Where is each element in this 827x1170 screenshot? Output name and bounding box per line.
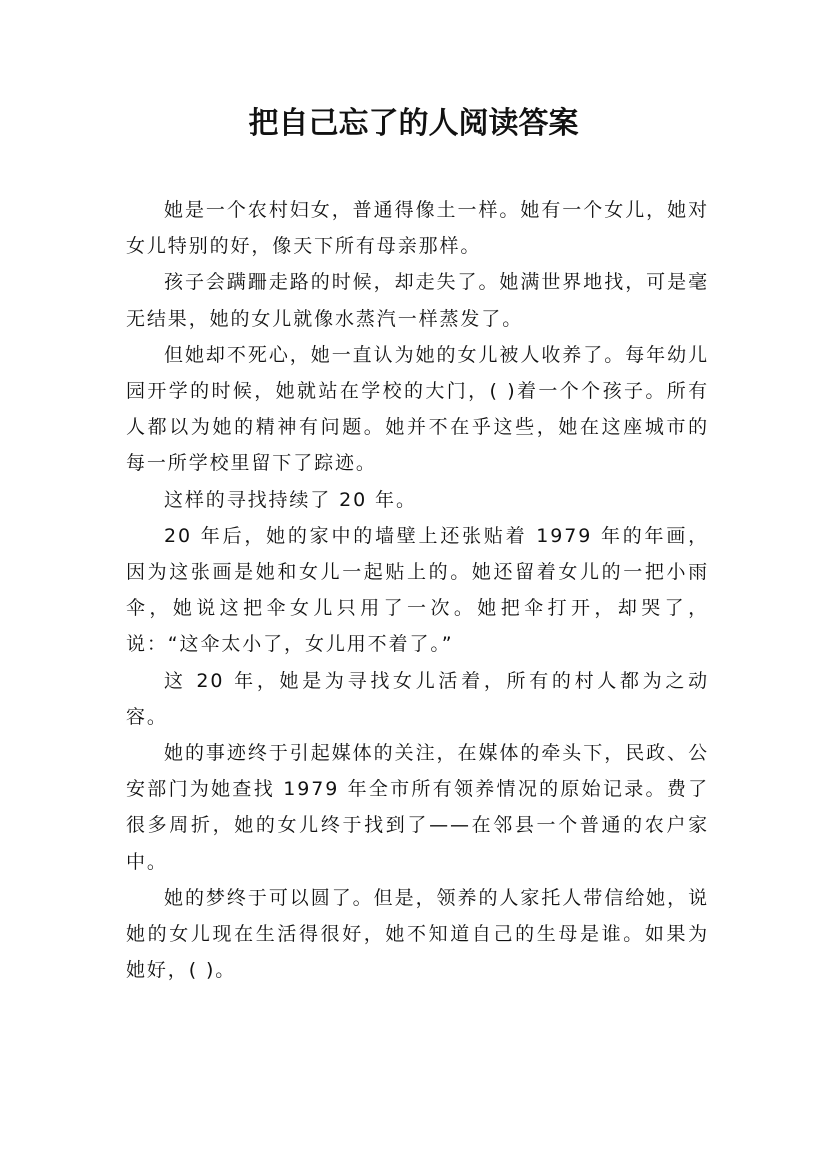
paragraph-7: 她的事迹终于引起媒体的关注，在媒体的牵头下，民政、公安部门为她查找 1979 年全市所有领养情况的原始记录。费了很多周折，她的女儿终于找到了——在邻县一个普通的农户家中。 bbox=[126, 742, 709, 873]
paragraph-3: 但她却不死心，她一直认为她的女儿被人收养了。每年幼儿园开学的时候，她就站在学校的大门，( )着一个个孩子。所有人都以为她的精神有问题。她并不在乎这些，她在这座城市的每一所学校里留下了踪迹。 bbox=[126, 343, 709, 475]
paragraph-4: 这样的寻找持续了 20 年。 bbox=[164, 488, 417, 511]
paragraph-6: 这 20 年，她是为寻找女儿活着，所有的村人都为之动容。 bbox=[126, 669, 709, 728]
paragraph-5: 20 年后，她的家中的墙壁上还张贴着 1979 年的年画，因为这张画是她和女儿一起贴上的。她还留着女儿的一把小雨伞，她说这把伞女儿只用了一次。她把伞打开，却哭了，说：“这伞太小了，女儿用不着了。” bbox=[126, 524, 709, 656]
article-body bbox=[126, 192, 709, 988]
page-title: 把自己忘了的人阅读答案 bbox=[248, 106, 579, 141]
paragraph-8: 她的梦终于可以圆了。但是，领养的人家托人带信给她，说她的女儿现在生活得很好，她不知道自己的生母是谁。如果为她好，( )。 bbox=[126, 886, 709, 982]
paragraph-2: 孩子会蹒跚走路的时候，却走失了。她满世界地找，可是毫无结果，她的女儿就像水蒸汽一样蒸发了。 bbox=[126, 271, 709, 330]
paragraph-1: 她是一个农村妇女，普通得像土一样。她有一个女儿，她对女儿特别的好，像天下所有母亲那样。 bbox=[126, 199, 709, 258]
